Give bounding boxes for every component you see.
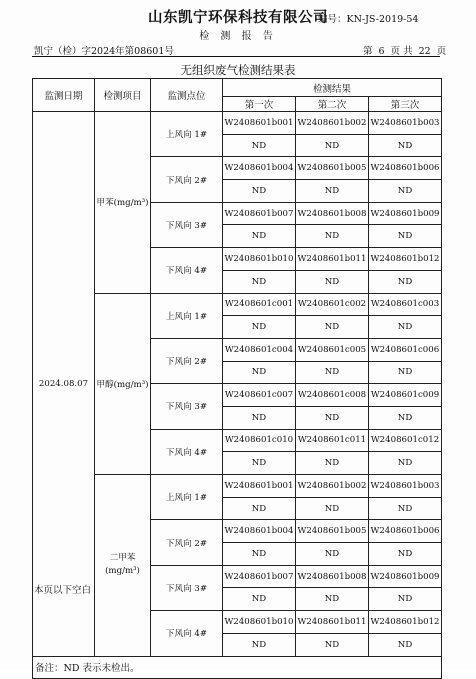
sample-id: W2408601b006 (369, 520, 442, 543)
sample-id: W2408601b011 (296, 248, 369, 271)
header-divider (32, 56, 440, 57)
result-value: ND (369, 225, 442, 248)
sample-id: W2408601c008 (296, 384, 369, 407)
sample-id: W2408601c005 (296, 338, 369, 361)
item-unit: (mg/m³) (105, 566, 140, 577)
result-value: ND (223, 588, 296, 611)
sample-id: W2408601c001 (223, 293, 296, 316)
result-value: ND (296, 543, 369, 566)
result-value: ND (223, 406, 296, 429)
point-cell: 下风向 4# (151, 248, 223, 293)
point-cell: 下风向 2# (151, 520, 223, 565)
result-value: ND (296, 452, 369, 475)
result-value: ND (296, 134, 369, 157)
sample-id: W2408601c004 (223, 338, 296, 361)
result-value: ND (223, 633, 296, 656)
result-value: ND (369, 180, 442, 203)
result-value: ND (296, 497, 369, 520)
result-value: ND (296, 406, 369, 429)
result-value: ND (223, 497, 296, 520)
result-value: ND (296, 316, 369, 339)
header-point: 监测点位 (151, 79, 223, 112)
document-number: 编号：KN-JS-2019-54 (318, 14, 419, 25)
point-cell: 上风向 1# (151, 475, 223, 520)
result-value: ND (223, 180, 296, 203)
result-value: ND (369, 452, 442, 475)
result-value: ND (369, 270, 442, 293)
result-value: ND (369, 316, 442, 339)
point-cell: 上风向 1# (151, 293, 223, 338)
result-value: ND (223, 361, 296, 384)
sample-id: W2408601b012 (369, 248, 442, 271)
sample-id: W2408601c010 (223, 429, 296, 452)
result-value: ND (369, 543, 442, 566)
point-cell: 下风向 2# (151, 157, 223, 202)
sample-id: W2408601b011 (296, 611, 369, 634)
item-cell: 甲醇(mg/m³) (95, 293, 151, 475)
page-end-note: 本页以下空白 (34, 585, 92, 596)
sample-id: W2408601b008 (296, 565, 369, 588)
sample-id: W2408601c003 (369, 293, 442, 316)
sample-id: W2408601c002 (296, 293, 369, 316)
sample-id: W2408601b001 (223, 112, 296, 135)
sample-id: W2408601b003 (369, 475, 442, 498)
header-date: 监测日期 (33, 79, 95, 112)
result-value: ND (223, 225, 296, 248)
result-value: ND (369, 134, 442, 157)
result-value: ND (369, 497, 442, 520)
item-name: 二甲苯 (109, 553, 136, 564)
point-cell: 上风向 1# (151, 112, 223, 157)
sample-id: W2408601c009 (369, 384, 442, 407)
table-note: 备注：ND 表示未检出。 (33, 656, 442, 679)
sample-id: W2408601b003 (369, 112, 442, 135)
sample-id: W2408601b007 (223, 565, 296, 588)
point-cell: 下风向 4# (151, 611, 223, 656)
point-cell: 下风向 2# (151, 338, 223, 383)
sample-id: W2408601b001 (223, 475, 296, 498)
point-cell: 下风向 3# (151, 384, 223, 429)
result-value: ND (369, 406, 442, 429)
result-value: ND (223, 316, 296, 339)
result-value: ND (369, 361, 442, 384)
sample-id: W2408601b010 (223, 611, 296, 634)
result-value: ND (223, 452, 296, 475)
sample-id: W2408601b006 (369, 157, 442, 180)
table-title: 无组织废气检测结果表 (180, 63, 296, 77)
page-number: 第 6 页 共 22 页 (363, 46, 447, 57)
sample-id: W2408601b004 (223, 157, 296, 180)
result-value: ND (369, 588, 442, 611)
result-value: ND (296, 180, 369, 203)
item-cell (95, 475, 151, 657)
header-run3: 第三次 (369, 97, 442, 112)
point-cell: 下风向 3# (151, 202, 223, 247)
result-value: ND (223, 543, 296, 566)
item-cell: 甲苯(mg/m³) (95, 112, 151, 294)
result-value: ND (296, 588, 369, 611)
result-value: ND (296, 361, 369, 384)
sample-id: W2408601c012 (369, 429, 442, 452)
results-table (32, 78, 442, 679)
sample-id: W2408601b009 (369, 202, 442, 225)
report-number: 凯宁（检）字2024年第08601号 (34, 46, 174, 57)
result-value: ND (296, 270, 369, 293)
report-subtitle: 检 测 报 告 (199, 31, 277, 42)
date-cell: 2024.08.07 (33, 112, 95, 657)
point-cell: 下风向 4# (151, 429, 223, 474)
company-name: 山东凯宁环保科技有限公司 (148, 9, 328, 26)
result-value: ND (296, 225, 369, 248)
sample-id: W2408601b009 (369, 565, 442, 588)
sample-id: W2408601b012 (369, 611, 442, 634)
sample-id: W2408601c011 (296, 429, 369, 452)
sample-id: W2408601b010 (223, 248, 296, 271)
sample-id: W2408601b005 (296, 157, 369, 180)
sample-id: W2408601b007 (223, 202, 296, 225)
header-run2: 第二次 (296, 97, 369, 112)
result-value: ND (223, 270, 296, 293)
result-value: ND (296, 633, 369, 656)
point-cell: 下风向 3# (151, 565, 223, 610)
sample-id: W2408601b002 (296, 112, 369, 135)
result-value: ND (223, 134, 296, 157)
header-run1: 第一次 (223, 97, 296, 112)
header-results: 检测结果 (223, 79, 442, 97)
sample-id: W2408601b005 (296, 520, 369, 543)
sample-id: W2408601c006 (369, 338, 442, 361)
result-value: ND (369, 633, 442, 656)
header-item: 检测项目 (95, 79, 151, 112)
sample-id: W2408601c007 (223, 384, 296, 407)
sample-id: W2408601b004 (223, 520, 296, 543)
sample-id: W2408601b002 (296, 475, 369, 498)
sample-id: W2408601b008 (296, 202, 369, 225)
